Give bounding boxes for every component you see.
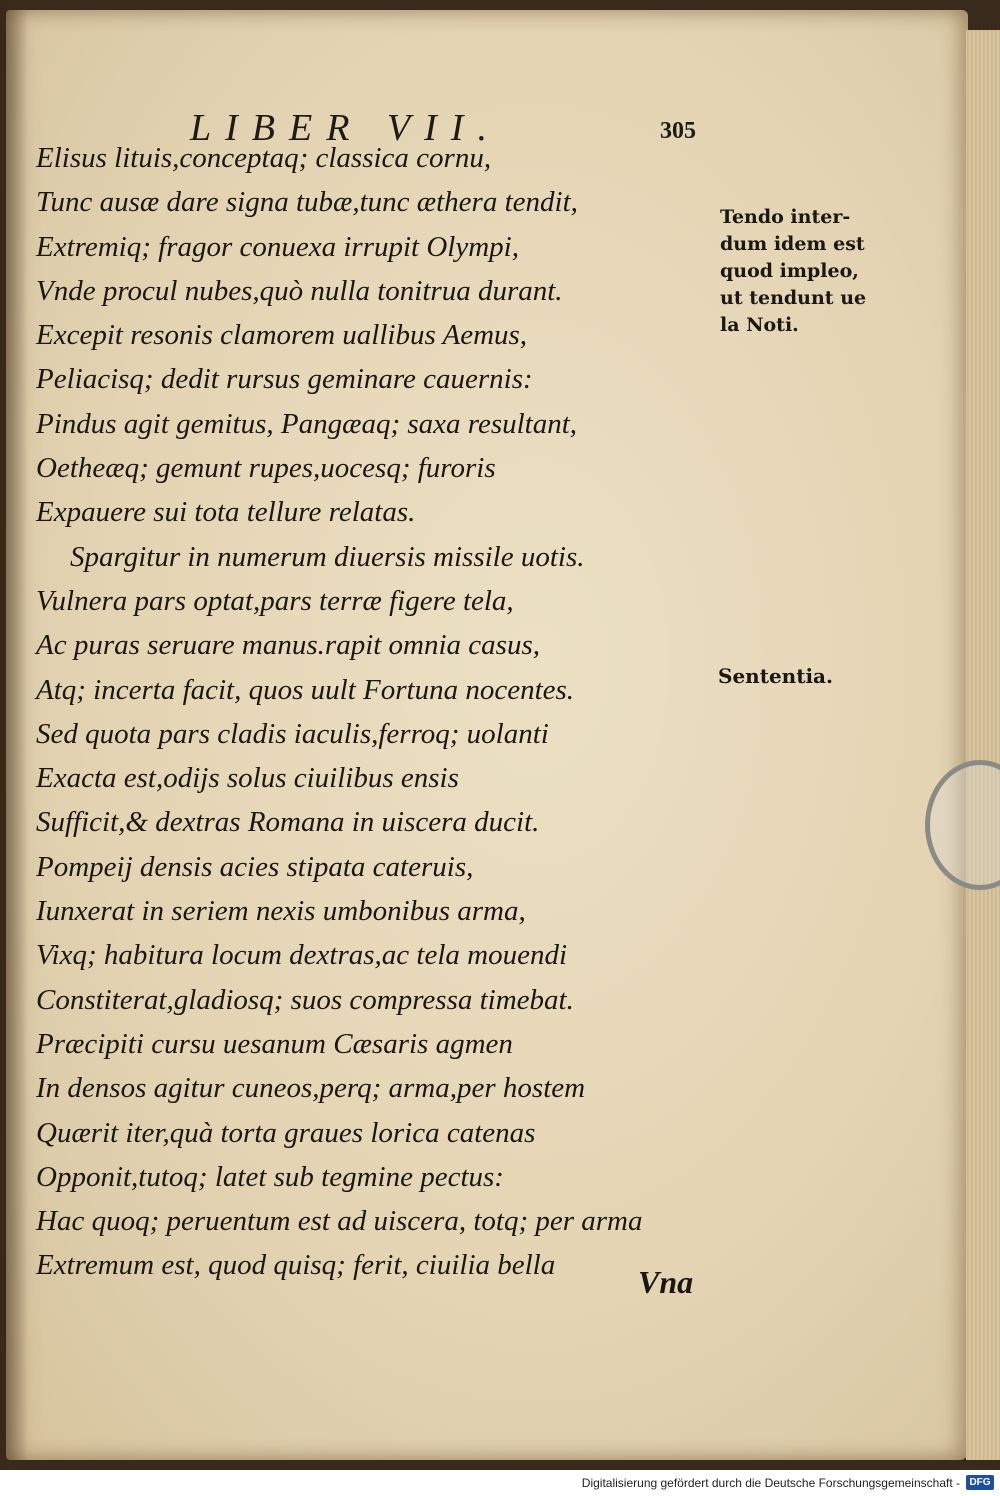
verse-block xyxy=(36,136,676,1288)
page-edge xyxy=(966,30,1000,1460)
verse-line: Præcipiti cursu uesanum Cæsaris agmen xyxy=(36,1027,513,1060)
verse-line: Vulnera pars optat,pars terræ figere tela, xyxy=(36,584,514,617)
verse-line: Expauere sui tota tellure relatas. xyxy=(36,496,416,529)
page-number: 305 xyxy=(660,118,696,144)
verse-line: Sufficit,& dextras Romana in uiscera ducit. xyxy=(36,806,540,839)
footer-credit: Digitalisierung gefördert durch die Deutsche Forschungsgemeinschaft - xyxy=(581,1476,960,1490)
verse-line: Sed quota pars cladis iaculis,ferroq; uolanti xyxy=(36,717,549,750)
verse-line: Spargitur in numerum diuersis missile uotis. xyxy=(70,540,585,573)
running-head: LIBER VII. xyxy=(190,107,501,149)
gutter-shadow xyxy=(0,0,28,1460)
catchword: Vna xyxy=(638,1264,694,1300)
verse-line: Exacta est,odijs solus ciuilibus ensis xyxy=(36,762,459,795)
footer xyxy=(0,1470,1000,1496)
margin-note-line: la Noti. xyxy=(720,314,799,336)
verse-line: Ac puras seruare manus.rapit omnia casus, xyxy=(36,629,541,662)
verse-line: Vixq; habitura locum dextras,ac tela mouendi xyxy=(36,939,568,972)
margin-note-line: ut tendunt ue xyxy=(720,287,867,309)
verse-line: Constiterat,gladiosq; suos compressa timebat. xyxy=(36,983,574,1016)
margin-note-line: quod impleo, xyxy=(720,260,859,282)
verse-line: Extremiq; fragor conuexa irrupit Olympi, xyxy=(36,230,519,263)
verse-line: Elisus lituis,conceptaq; classica cornu, xyxy=(36,142,492,174)
verse-line: Excepit resonis clamorem uallibus Aemus, xyxy=(36,319,528,352)
verse-line: Pompeij densis acies stipata cateruis, xyxy=(36,850,474,883)
verse-line: Pindus agit gemitus, Pangæaq; saxa resultant, xyxy=(36,407,578,440)
verse-line: Vnde procul nubes,quò nulla tonitrua durant. xyxy=(36,274,563,307)
margin-note-line: dum idem est xyxy=(720,233,865,255)
verse-line: Extremum est, quod quisq; ferit, ciuilia bella xyxy=(36,1249,556,1282)
verse-line: Iunxerat in seriem nexis umbonibus arma, xyxy=(36,895,526,928)
verse-line: In densos agitur cuneos,perq; arma,per hostem xyxy=(36,1072,586,1105)
verse-line: Opponit,tutoq; latet sub tegmine pectus: xyxy=(36,1160,504,1193)
verse-line: Peliacisq; dedit rursus geminare cauernis: xyxy=(36,363,533,396)
verse-line: Oetheæq; gemunt rupes,uocesq; furoris xyxy=(36,452,496,485)
margin-note-line: Tendo inter- xyxy=(720,206,851,228)
dfg-logo-icon: DFG xyxy=(966,1475,994,1490)
verse-line: Tunc ausæ dare signa tubæ,tunc æthera tendit, xyxy=(36,186,578,219)
verse-line: Quærit iter,quà torta graues lorica catenas xyxy=(36,1116,536,1149)
verse-line: Atq; incerta facit, quos uult Fortuna nocentes. xyxy=(36,673,575,706)
margin-note-sententia: Sententia. xyxy=(718,664,833,688)
margin-note xyxy=(720,204,900,339)
verse-line: Hac quoq; peruentum est ad uiscera, totq; per arma xyxy=(36,1205,643,1238)
